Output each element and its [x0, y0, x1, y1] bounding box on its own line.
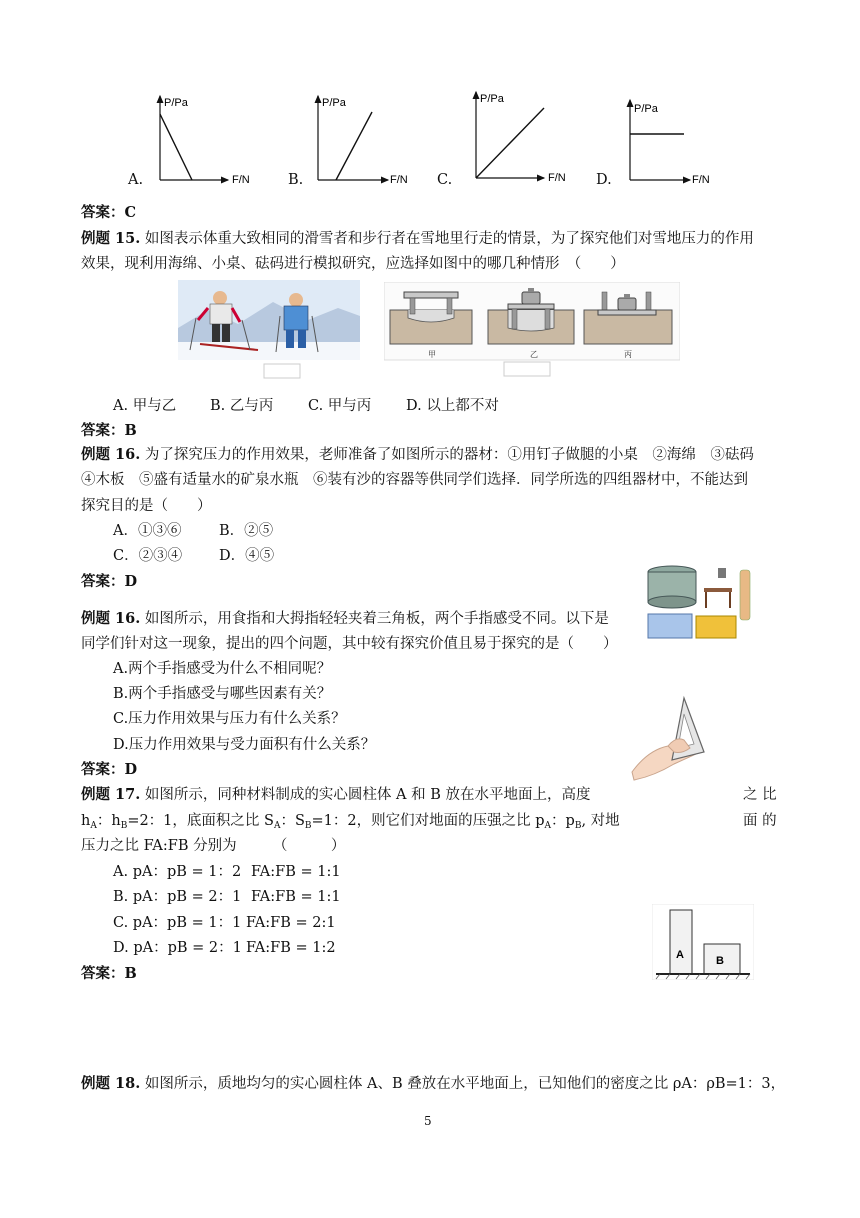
q16b-option-b: B.两个手指感受与哪些因素有关？: [113, 686, 332, 702]
x-axis-label: F/N: [390, 174, 408, 186]
answer-16b: 答案：D: [81, 761, 138, 778]
q18-number: 例题 18.: [81, 1075, 141, 1092]
graph-option-c: C.: [437, 172, 453, 188]
q17-line1: 例题 17. 如图所示，同种材料制成的实心圆柱体 A 和 B 放在水平地面上，高度: [81, 786, 591, 803]
y-axis-label: P/Pa: [322, 97, 346, 109]
hand-triangle-image: [624, 690, 728, 782]
q15-option-a: A. 甲与乙: [113, 398, 177, 414]
q17-option-d: D. pA：pB = 2：1: [113, 940, 242, 956]
q15-option-c: C. 甲与丙: [308, 398, 372, 414]
q17-option-d-force: FA:FB = 1:2: [246, 940, 336, 956]
sponge-table-image: [384, 282, 680, 378]
equipment-image: [642, 564, 758, 646]
q17-line2-tail: 面 的: [743, 813, 777, 829]
label-yi: 乙: [530, 350, 538, 359]
q16b-line2: 同学们针对这一现象，提出的四个问题，其中较有探究价值且易于探究的是（ ）: [81, 636, 618, 652]
y-axis-label: P/Pa: [480, 93, 504, 105]
q16a-option-b: B．②⑤: [219, 523, 274, 539]
label-bing: 丙: [624, 350, 632, 359]
q17-number: 例题 17.: [81, 786, 141, 803]
q18-line1: 例题 18. 如图所示，质地均匀的实心圆柱体 A、B 叠放在水平地面上，已知他们的密度之比 ρA：ρB=1：3，: [81, 1075, 786, 1092]
q15-option-b: B. 乙与丙: [210, 398, 274, 414]
q17-line2: $h_A$：$h_B=2$：1，底面积之比 $S_A$：$S_B=1$：2，则它们对地面的压强之比 $p_A$：$p_B$, 对地: [81, 813, 620, 831]
label-jia: 甲: [428, 350, 436, 359]
cylinders-image: [652, 904, 754, 980]
q15-line1: 例题 15. 如图表示体重大致相同的滑雪者和步行者在雪地里行走的情景，为了探究他们对雪地压力的作用: [81, 230, 754, 247]
q17-line3: 压力之比 FA:FB 分别为 （ ）: [81, 838, 346, 854]
y-axis-label: P/Pa: [164, 97, 188, 109]
y-axis-label: P/Pa: [634, 103, 658, 115]
page-number: 5: [424, 1114, 432, 1128]
q17-option-a-force: FA:FB = 1:1: [251, 864, 341, 880]
q16b-option-c: C.压力作用效果与压力有什么关系？: [113, 711, 346, 727]
q16a-line2: ④木板 ⑤盛有适量水的矿泉水瓶 ⑥装有沙的容器等供同学们选择．同学所选的四组器材中，不能达到: [81, 472, 748, 488]
pressure-force-graphs: [120, 88, 730, 188]
q16a-number: 例题 16.: [81, 446, 141, 463]
x-axis-label: F/N: [548, 172, 566, 184]
q16b-line1: 例题 16. 如图所示，用食指和大拇指轻轻夹着三角板，两个手指感受不同。以下是: [81, 610, 609, 627]
answer-17: 答案：B: [81, 965, 137, 982]
q16b-option-d: D.压力作用效果与受力面积有什么关系？: [113, 737, 376, 753]
cylinder-b-label: B: [716, 955, 724, 967]
q17-option-b: B. pA：pB = 2：1: [113, 889, 242, 905]
q17-option-b-force: FA:FB = 1:1: [251, 889, 341, 905]
graph-option-d: D.: [596, 172, 612, 188]
x-axis-label: F/N: [232, 174, 250, 186]
q16a-option-d: D．④⑤: [219, 548, 275, 564]
q16a-line1: 例题 16. 为了探究压力的作用效果，老师准备了如图所示的器材：①用钉子做腿的小桌 ②海绵 ③砝码: [81, 446, 754, 463]
x-axis-label: F/N: [692, 174, 710, 186]
q17-option-c: C. pA：pB = 1：1: [113, 915, 242, 931]
answer-16a: 答案：D: [81, 573, 138, 590]
cylinder-a-label: A: [676, 949, 684, 961]
skier-hiker-image: [178, 280, 360, 380]
graph-option-a: A.: [128, 172, 144, 188]
graph-d: [630, 100, 710, 186]
q17-option-c-force: FA:FB = 2:1: [246, 915, 336, 931]
graph-c: [476, 92, 566, 184]
q16b-number: 例题 16.: [81, 610, 141, 627]
q16b-option-a: A.两个手指感受为什么不相同呢？: [113, 661, 332, 677]
graph-a: [160, 96, 250, 186]
answer-14: 答案：C: [81, 204, 137, 221]
q15-number: 例题 15.: [81, 230, 141, 247]
q15-option-d: D. 以上都不对: [406, 398, 499, 414]
q16a-option-a: A．①③⑥: [113, 523, 182, 539]
graph-option-b: B.: [288, 172, 304, 188]
graph-b: [318, 96, 408, 186]
q17-option-a: A. pA：pB = 1：2: [113, 864, 242, 880]
q16a-option-c: C．②③④: [113, 548, 183, 564]
answer-15: 答案：B: [81, 422, 137, 439]
q15-line2: 效果，现利用海绵、小桌、砝码进行模拟研究，应选择如图中的哪几种情形 （ ）: [81, 256, 625, 272]
q17-line1-tail: 之 比: [743, 787, 777, 803]
q16a-line3: 探究目的是（ ）: [81, 498, 212, 514]
